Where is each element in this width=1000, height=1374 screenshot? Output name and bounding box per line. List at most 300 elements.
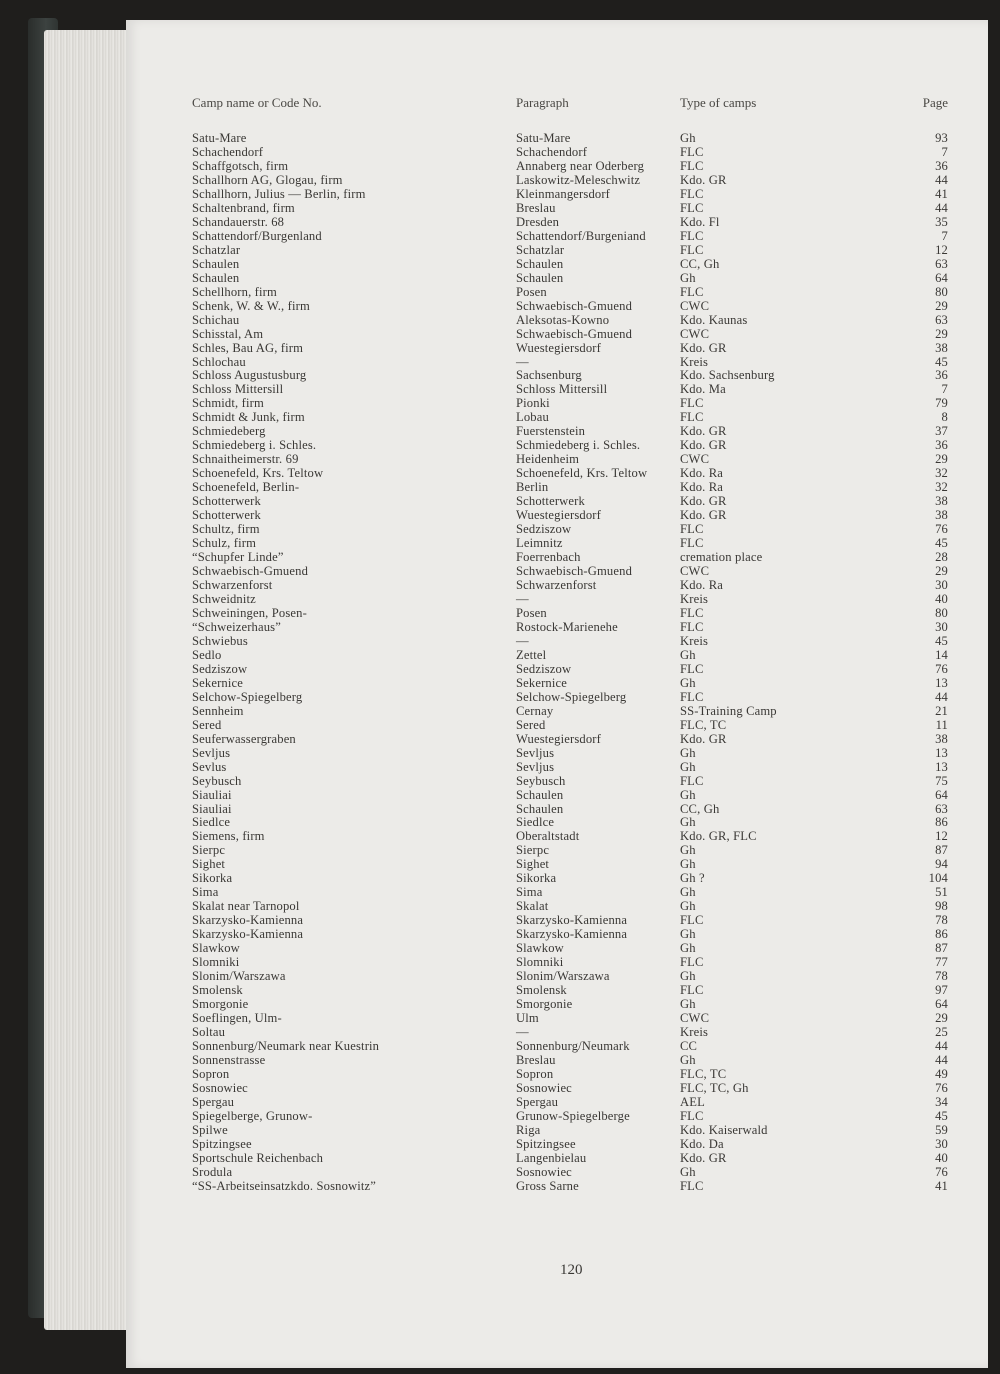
camp-type-cell: FLC bbox=[680, 619, 704, 634]
paragraph-cell: Schaulen bbox=[516, 801, 564, 816]
paragraph-cell: Leimnitz bbox=[516, 536, 563, 551]
page-ref-cell: 30 bbox=[935, 578, 948, 592]
paragraph-cell: Rostock-Marienehe bbox=[516, 619, 618, 634]
camp-type-cell: Kdo. Kaiserwald bbox=[680, 1122, 768, 1137]
camp-name-cell: Sevljus bbox=[192, 745, 231, 760]
paragraph-cell: Schwaebisch-Gmuend bbox=[516, 326, 633, 341]
paragraph-cell: Schmiedeberg i. Schles. bbox=[516, 438, 641, 453]
page-ref-cell: 13 bbox=[935, 675, 948, 690]
table-row bbox=[192, 145, 948, 159]
table-row bbox=[192, 1179, 948, 1193]
camp-type-cell: Gh bbox=[680, 899, 696, 914]
table-row bbox=[192, 606, 948, 620]
page-ref-cell: 14 bbox=[935, 647, 948, 662]
table-row bbox=[192, 1095, 948, 1109]
camp-name-cell: Schoenefeld, Berlin- bbox=[192, 480, 300, 495]
camp-name-cell: Sered bbox=[192, 717, 222, 732]
paragraph-cell: Sopron bbox=[516, 1066, 554, 1081]
camp-name-cell: Sierpc bbox=[192, 843, 226, 858]
page-ref-cell: 86 bbox=[935, 815, 948, 830]
page-ref-cell: 80 bbox=[935, 605, 948, 620]
camp-type-cell: Kdo. GR bbox=[680, 508, 727, 523]
table-row bbox=[192, 829, 948, 843]
table-row bbox=[192, 410, 948, 424]
camp-name-cell: Schweidnitz bbox=[192, 591, 256, 606]
table-row bbox=[192, 732, 948, 746]
table-row bbox=[192, 774, 948, 788]
camp-type-cell: Kdo. Sachsenburg bbox=[680, 368, 775, 383]
table-row bbox=[192, 215, 948, 229]
camp-name-cell: Schmiedeberg bbox=[192, 424, 266, 439]
camp-name-cell: Seybusch bbox=[192, 773, 242, 788]
camp-name-cell: Schwaebisch-Gmuend bbox=[192, 564, 309, 579]
page-ref-cell: 45 bbox=[935, 354, 948, 369]
column-header-camp: Camp name or Code No. bbox=[192, 95, 322, 110]
camp-type-cell: Kdo. GR bbox=[680, 424, 727, 439]
camp-name-cell: Schattendorf/Burgenland bbox=[192, 228, 322, 243]
camp-name-cell: Skarzysko-Kamienna bbox=[192, 927, 304, 942]
camp-name-cell: Schaulen bbox=[192, 256, 240, 271]
camp-type-cell: FLC bbox=[680, 661, 704, 676]
page-ref-cell: 64 bbox=[935, 270, 948, 285]
page-ref-cell: 77 bbox=[935, 955, 948, 970]
paragraph-cell: Smolensk bbox=[516, 983, 567, 998]
paragraph-cell: Cernay bbox=[516, 703, 554, 718]
camp-name-cell: Schotterwerk bbox=[192, 508, 261, 523]
paragraph-cell: Schoenefeld, Krs. Teltow bbox=[516, 466, 648, 481]
camp-type-cell: FLC bbox=[680, 200, 704, 215]
paragraph-cell: Schloss Mittersill bbox=[516, 382, 608, 397]
camp-type-cell: CWC bbox=[680, 452, 710, 467]
paragraph-cell: Sosnowiec bbox=[516, 1080, 572, 1095]
table-row bbox=[192, 466, 948, 480]
camp-type-cell: Gh bbox=[680, 927, 696, 942]
page-ref-cell: 78 bbox=[935, 969, 948, 984]
camp-type-cell: Gh bbox=[680, 1052, 696, 1067]
paragraph-cell: Laskowitz-Meleschwitz bbox=[516, 172, 641, 187]
table-row bbox=[192, 1081, 948, 1095]
camp-type-cell: FLC bbox=[680, 186, 704, 201]
paragraph-cell: Schachendorf bbox=[516, 144, 588, 159]
camp-name-cell: Schlochau bbox=[192, 354, 246, 369]
paragraph-cell: Sosnowiec bbox=[516, 1164, 572, 1179]
page-ref-cell: 29 bbox=[935, 564, 948, 579]
table-row bbox=[192, 299, 948, 313]
column-header-page: Page bbox=[922, 95, 948, 110]
camp-type-cell: Kdo. GR bbox=[680, 494, 727, 509]
camp-name-cell: Slawkow bbox=[192, 941, 240, 956]
table-row bbox=[192, 424, 948, 438]
table-row bbox=[192, 1039, 948, 1053]
camp-type-cell: AEL bbox=[680, 1094, 705, 1109]
page-ref-cell: 36 bbox=[935, 368, 948, 383]
camp-name-cell: Sedlo bbox=[192, 647, 222, 662]
page-ref-cell: 36 bbox=[935, 438, 948, 453]
camp-name-cell: Sekernice bbox=[192, 675, 243, 690]
page-ref-cell: 38 bbox=[935, 340, 948, 355]
page-ref-cell: 64 bbox=[935, 997, 948, 1012]
page-ref-cell: 38 bbox=[935, 731, 948, 746]
page-ref-cell: 64 bbox=[935, 787, 948, 802]
page-ref-cell: 59 bbox=[935, 1122, 948, 1137]
camp-type-cell: Gh bbox=[680, 857, 696, 872]
paragraph-cell: Schwarzenforst bbox=[516, 578, 597, 592]
camp-type-cell: FLC bbox=[680, 983, 704, 998]
camp-type-cell: Kdo. Kaunas bbox=[680, 312, 748, 327]
paragraph-cell: Breslau bbox=[516, 200, 556, 215]
paragraph-cell: Sonnenburg/Neumark bbox=[516, 1038, 630, 1053]
table-row bbox=[192, 243, 948, 257]
paragraph-cell: Selchow-Spiegelberg bbox=[516, 689, 627, 704]
paragraph-cell: Sighet bbox=[516, 857, 550, 872]
table-row bbox=[192, 173, 948, 187]
camp-name-cell: Sevlus bbox=[192, 759, 227, 774]
page-ref-cell: 44 bbox=[935, 200, 948, 215]
camp-name-cell: Schmidt & Junk, firm bbox=[192, 410, 305, 425]
paragraph-cell: Siedlce bbox=[516, 815, 555, 830]
camp-type-cell: SS-Training Camp bbox=[680, 703, 777, 718]
paragraph-cell: Skalat bbox=[516, 899, 549, 914]
paragraph-cell: Annaberg near Oderberg bbox=[516, 158, 645, 173]
camp-name-cell: Sportschule Reichenbach bbox=[192, 1150, 324, 1165]
paragraph-cell: Pionki bbox=[516, 396, 550, 411]
page-ref-cell: 41 bbox=[935, 186, 948, 201]
camp-type-cell: FLC bbox=[680, 605, 704, 620]
table-row bbox=[192, 997, 948, 1011]
paragraph-cell: Posen bbox=[516, 284, 547, 299]
page-ref-cell: 13 bbox=[935, 759, 948, 774]
camp-name-cell: Sonnenstrasse bbox=[192, 1052, 266, 1067]
camp-type-cell: Gh ? bbox=[680, 871, 705, 886]
camp-type-cell: Kreis bbox=[680, 354, 709, 369]
table-row bbox=[192, 578, 948, 592]
paragraph-cell: Seybusch bbox=[516, 773, 566, 788]
camp-name-cell: Schulz, firm bbox=[192, 536, 257, 551]
paragraph-cell: Posen bbox=[516, 605, 547, 620]
page-ref-cell: 98 bbox=[935, 899, 948, 914]
table-row bbox=[192, 564, 948, 578]
table-row bbox=[192, 1165, 948, 1179]
camp-type-cell: Kdo. GR, FLC bbox=[680, 829, 757, 844]
camp-name-cell: Schatzlar bbox=[192, 242, 241, 257]
paragraph-cell: Skarzysko-Kamienna bbox=[516, 913, 628, 928]
camp-name-cell: Slonim/Warszawa bbox=[192, 969, 286, 984]
page-ref-cell: 45 bbox=[935, 633, 948, 648]
camp-type-cell: Kdo. Ra bbox=[680, 480, 724, 495]
page-ref-cell: 35 bbox=[935, 214, 948, 229]
page-ref-cell: 29 bbox=[935, 326, 948, 341]
page-ref-cell: 93 bbox=[935, 131, 948, 145]
camp-name-cell: Smolensk bbox=[192, 983, 243, 998]
camp-type-cell: Gh bbox=[680, 1164, 696, 1179]
page-ref-cell: 7 bbox=[941, 144, 948, 159]
camp-name-cell: Schloss Augustusburg bbox=[192, 368, 307, 383]
paragraph-cell: Slonim/Warszawa bbox=[516, 969, 610, 984]
page-ref-cell: 76 bbox=[935, 661, 948, 676]
camp-type-cell: Kreis bbox=[680, 591, 709, 606]
camp-name-cell: Siedlce bbox=[192, 815, 231, 830]
paragraph-cell: Schwaebisch-Gmuend bbox=[516, 564, 633, 579]
table-row bbox=[192, 592, 948, 606]
camp-name-cell: Schallhorn, Julius — Berlin, firm bbox=[192, 186, 366, 201]
camp-name-cell: Schichau bbox=[192, 312, 240, 327]
page-ref-cell: 32 bbox=[935, 480, 948, 495]
camp-type-cell: FLC bbox=[680, 913, 704, 928]
camp-name-cell: Schweiningen, Posen- bbox=[192, 605, 307, 620]
camp-name-cell: Schoenefeld, Krs. Teltow bbox=[192, 466, 324, 481]
table-row bbox=[192, 676, 948, 690]
camp-name-cell: Soltau bbox=[192, 1025, 226, 1039]
table-row bbox=[192, 871, 948, 885]
paragraph-cell: Schatzlar bbox=[516, 242, 565, 257]
page-ref-cell: 29 bbox=[935, 1011, 948, 1026]
camp-name-cell: Sedziszow bbox=[192, 661, 248, 676]
page-ref-cell: 44 bbox=[935, 1052, 948, 1067]
camp-type-cell: FLC bbox=[680, 410, 704, 425]
page-ref-cell: 44 bbox=[935, 1038, 948, 1053]
page-ref-cell: 21 bbox=[935, 703, 948, 718]
paragraph-cell: Sierpc bbox=[516, 843, 550, 858]
paragraph-cell: Schattendorf/Burgeniand bbox=[516, 228, 646, 243]
page-ref-cell: 63 bbox=[935, 801, 948, 816]
table-row bbox=[192, 1067, 948, 1081]
camp-type-cell: FLC bbox=[680, 689, 704, 704]
camp-type-cell: Gh bbox=[680, 675, 696, 690]
page-ref-cell: 38 bbox=[935, 494, 948, 509]
paragraph-cell: Skarzysko-Kamienna bbox=[516, 927, 628, 942]
page-ref-cell: 38 bbox=[935, 508, 948, 523]
table-row bbox=[192, 788, 948, 802]
table-row bbox=[192, 815, 948, 829]
table-row bbox=[192, 229, 948, 243]
paragraph-cell: Sikorka bbox=[516, 871, 557, 886]
paragraph-cell: — bbox=[516, 591, 529, 606]
page-ref-cell: 97 bbox=[935, 983, 948, 998]
table-row bbox=[192, 313, 948, 327]
camp-name-cell: Sopron bbox=[192, 1066, 230, 1081]
paragraph-cell: Grunow-Spiegelberge bbox=[516, 1108, 630, 1123]
camp-type-cell: Gh bbox=[680, 647, 696, 662]
page-ref-cell: 86 bbox=[935, 927, 948, 942]
camp-type-cell: Kdo. Ma bbox=[680, 382, 726, 397]
camp-name-cell: Srodula bbox=[192, 1164, 233, 1179]
table-row bbox=[192, 913, 948, 927]
table-row bbox=[192, 187, 948, 201]
camp-name-cell: Schmidt, firm bbox=[192, 396, 264, 411]
paragraph-cell: Sevljus bbox=[516, 759, 555, 774]
camp-name-cell: Schaulen bbox=[192, 270, 240, 285]
page-ref-cell: 40 bbox=[935, 1150, 948, 1165]
table-row bbox=[192, 1025, 948, 1039]
paragraph-cell: Sachsenburg bbox=[516, 368, 582, 383]
column-header-type: Type of camps bbox=[680, 95, 757, 110]
page-ref-cell: 30 bbox=[935, 1136, 948, 1151]
paragraph-cell: Schwaebisch-Gmuend bbox=[516, 298, 633, 313]
camp-name-cell: “SS-Arbeitseinsatzkdo. Sosnowitz” bbox=[192, 1178, 377, 1193]
table-row bbox=[192, 159, 948, 173]
page-ref-cell: 25 bbox=[935, 1025, 948, 1039]
camp-type-cell: CC, Gh bbox=[680, 256, 720, 271]
page-ref-cell: 79 bbox=[935, 396, 948, 411]
camp-type-cell: Kdo. GR bbox=[680, 340, 727, 355]
camp-type-cell: Kdo. GR bbox=[680, 172, 727, 187]
camp-name-cell: Spiegelberge, Grunow- bbox=[192, 1108, 313, 1123]
camp-name-cell: Sighet bbox=[192, 857, 226, 872]
page-stack-edges bbox=[44, 30, 136, 1330]
page-ref-cell: 80 bbox=[935, 284, 948, 299]
camp-name-cell: “Schupfer Linde” bbox=[192, 550, 284, 565]
paragraph-cell: Wuestegiersdorf bbox=[516, 508, 601, 523]
paragraph-cell: Slomniki bbox=[516, 955, 564, 970]
table-row bbox=[192, 271, 948, 285]
camp-type-cell: FLC bbox=[680, 773, 704, 788]
paragraph-cell: Wuestegiersdorf bbox=[516, 340, 601, 355]
camp-name-cell: Schloss Mittersill bbox=[192, 382, 284, 397]
page-ref-cell: 7 bbox=[941, 382, 948, 397]
page-ref-cell: 44 bbox=[935, 172, 948, 187]
paragraph-cell: Schotterwerk bbox=[516, 494, 585, 509]
paragraph-cell: Heidenheim bbox=[516, 452, 580, 467]
page-ref-cell: 76 bbox=[935, 1164, 948, 1179]
camp-type-cell: FLC, TC, Gh bbox=[680, 1080, 749, 1095]
column-header-paragraph: Paragraph bbox=[516, 95, 569, 110]
camp-name-cell: Schachendorf bbox=[192, 144, 264, 159]
camp-type-cell: cremation place bbox=[680, 550, 763, 565]
camp-type-cell: FLC bbox=[680, 144, 704, 159]
camp-name-cell: Siemens, firm bbox=[192, 829, 265, 844]
page-ref-cell: 45 bbox=[935, 536, 948, 551]
page-ref-cell: 49 bbox=[935, 1066, 948, 1081]
camp-name-cell: Sennheim bbox=[192, 703, 244, 718]
table-row bbox=[192, 382, 948, 396]
table-row bbox=[192, 983, 948, 997]
page-ref-cell: 76 bbox=[935, 1080, 948, 1095]
camp-type-cell: CWC bbox=[680, 1011, 710, 1026]
table-row bbox=[192, 718, 948, 732]
camp-type-cell: Gh bbox=[680, 969, 696, 984]
page-ref-cell: 37 bbox=[935, 424, 948, 439]
camp-type-cell: CWC bbox=[680, 564, 710, 579]
paragraph-cell: Lobau bbox=[516, 410, 549, 425]
camp-name-cell: Schles, Bau AG, firm bbox=[192, 340, 304, 355]
table-row bbox=[192, 452, 948, 466]
paragraph-cell: Wuestegiersdorf bbox=[516, 731, 601, 746]
camp-name-cell: Sikorka bbox=[192, 871, 233, 886]
table-row bbox=[192, 396, 948, 410]
paragraph-cell: Satu-Mare bbox=[516, 131, 571, 145]
paragraph-cell: Aleksotas-Kowno bbox=[516, 312, 610, 327]
camp-type-cell: Gh bbox=[680, 131, 696, 145]
camp-type-cell: Kdo. Fl bbox=[680, 214, 720, 229]
camp-type-cell: Gh bbox=[680, 997, 696, 1012]
table-row bbox=[192, 927, 948, 941]
index-table bbox=[192, 131, 948, 1193]
camp-type-cell: Gh bbox=[680, 787, 696, 802]
camp-name-cell: Schaltenbrand, firm bbox=[192, 200, 295, 215]
camp-type-cell: FLC bbox=[680, 1178, 704, 1193]
page-ref-cell: 30 bbox=[935, 619, 948, 634]
camp-name-cell: Sonnenburg/Neumark near Kuestrin bbox=[192, 1038, 380, 1053]
table-row bbox=[192, 438, 948, 452]
paragraph-cell: Sedziszow bbox=[516, 661, 572, 676]
camp-name-cell: Schotterwerk bbox=[192, 494, 261, 509]
camp-type-cell: Gh bbox=[680, 941, 696, 956]
camp-type-cell: Kdo. GR bbox=[680, 731, 727, 746]
table-row bbox=[192, 494, 948, 508]
table-row bbox=[192, 536, 948, 550]
page-ref-cell: 29 bbox=[935, 298, 948, 313]
table-row bbox=[192, 201, 948, 215]
table-row bbox=[192, 508, 948, 522]
page-ref-cell: 40 bbox=[935, 591, 948, 606]
camp-type-cell: FLC bbox=[680, 1108, 704, 1123]
camp-type-cell: FLC bbox=[680, 242, 704, 257]
page-ref-cell: 63 bbox=[935, 256, 948, 271]
table-row bbox=[192, 341, 948, 355]
camp-name-cell: Spitzingsee bbox=[192, 1136, 252, 1151]
table-row bbox=[192, 746, 948, 760]
camp-name-cell: Schenk, W. & W., firm bbox=[192, 298, 310, 313]
paragraph-cell: Langenbielau bbox=[516, 1150, 587, 1165]
paragraph-cell: Zettel bbox=[516, 647, 547, 662]
paragraph-cell: Sedziszow bbox=[516, 522, 572, 537]
page-ref-cell: 13 bbox=[935, 745, 948, 760]
paragraph-cell: Dresden bbox=[516, 214, 560, 229]
table-row bbox=[192, 257, 948, 271]
camp-type-cell: Kdo. GR bbox=[680, 1150, 727, 1165]
table-row bbox=[192, 885, 948, 899]
paragraph-cell: — bbox=[516, 354, 529, 369]
table-row bbox=[192, 1151, 948, 1165]
camp-name-cell: Soeflingen, Ulm- bbox=[192, 1011, 282, 1026]
camp-name-cell: Selchow-Spiegelberg bbox=[192, 689, 303, 704]
page-ref-cell: 32 bbox=[935, 466, 948, 481]
camp-name-cell: Spergau bbox=[192, 1094, 235, 1109]
page-ref-cell: 45 bbox=[935, 1108, 948, 1123]
paragraph-cell: Ulm bbox=[516, 1011, 539, 1026]
camp-name-cell: Schaffgotsch, firm bbox=[192, 158, 289, 173]
page-ref-cell: 7 bbox=[941, 228, 948, 243]
paragraph-cell: Schaulen bbox=[516, 787, 564, 802]
camp-type-cell: FLC bbox=[680, 955, 704, 970]
table-row bbox=[192, 941, 948, 955]
paragraph-cell: Kleinmangersdorf bbox=[516, 186, 611, 201]
camp-type-cell: Kdo. Ra bbox=[680, 466, 724, 481]
camp-name-cell: Smorgonie bbox=[192, 997, 249, 1012]
paragraph-cell: Riga bbox=[516, 1122, 541, 1137]
paragraph-cell: Sima bbox=[516, 885, 543, 900]
camp-type-cell: FLC bbox=[680, 536, 704, 551]
table-row bbox=[192, 1137, 948, 1151]
table-row bbox=[192, 704, 948, 718]
paragraph-cell: Oberaltstadt bbox=[516, 829, 580, 844]
camp-name-cell: Schnaitheimerstr. 69 bbox=[192, 452, 299, 467]
paragraph-cell: Sekernice bbox=[516, 675, 567, 690]
page-ref-cell: 12 bbox=[935, 242, 948, 257]
table-row bbox=[192, 131, 948, 145]
camp-type-cell: Kdo. GR bbox=[680, 438, 727, 453]
camp-name-cell: Schandauerstr. 68 bbox=[192, 214, 285, 229]
page-ref-cell: 76 bbox=[935, 522, 948, 537]
camp-name-cell: “Schweizerhaus” bbox=[192, 619, 281, 634]
table-row bbox=[192, 760, 948, 774]
table-row bbox=[192, 857, 948, 871]
paragraph-cell: Schaulen bbox=[516, 256, 564, 271]
table-row bbox=[192, 368, 948, 382]
table-row bbox=[192, 550, 948, 564]
table-row bbox=[192, 969, 948, 983]
camp-type-cell: FLC, TC bbox=[680, 717, 727, 732]
